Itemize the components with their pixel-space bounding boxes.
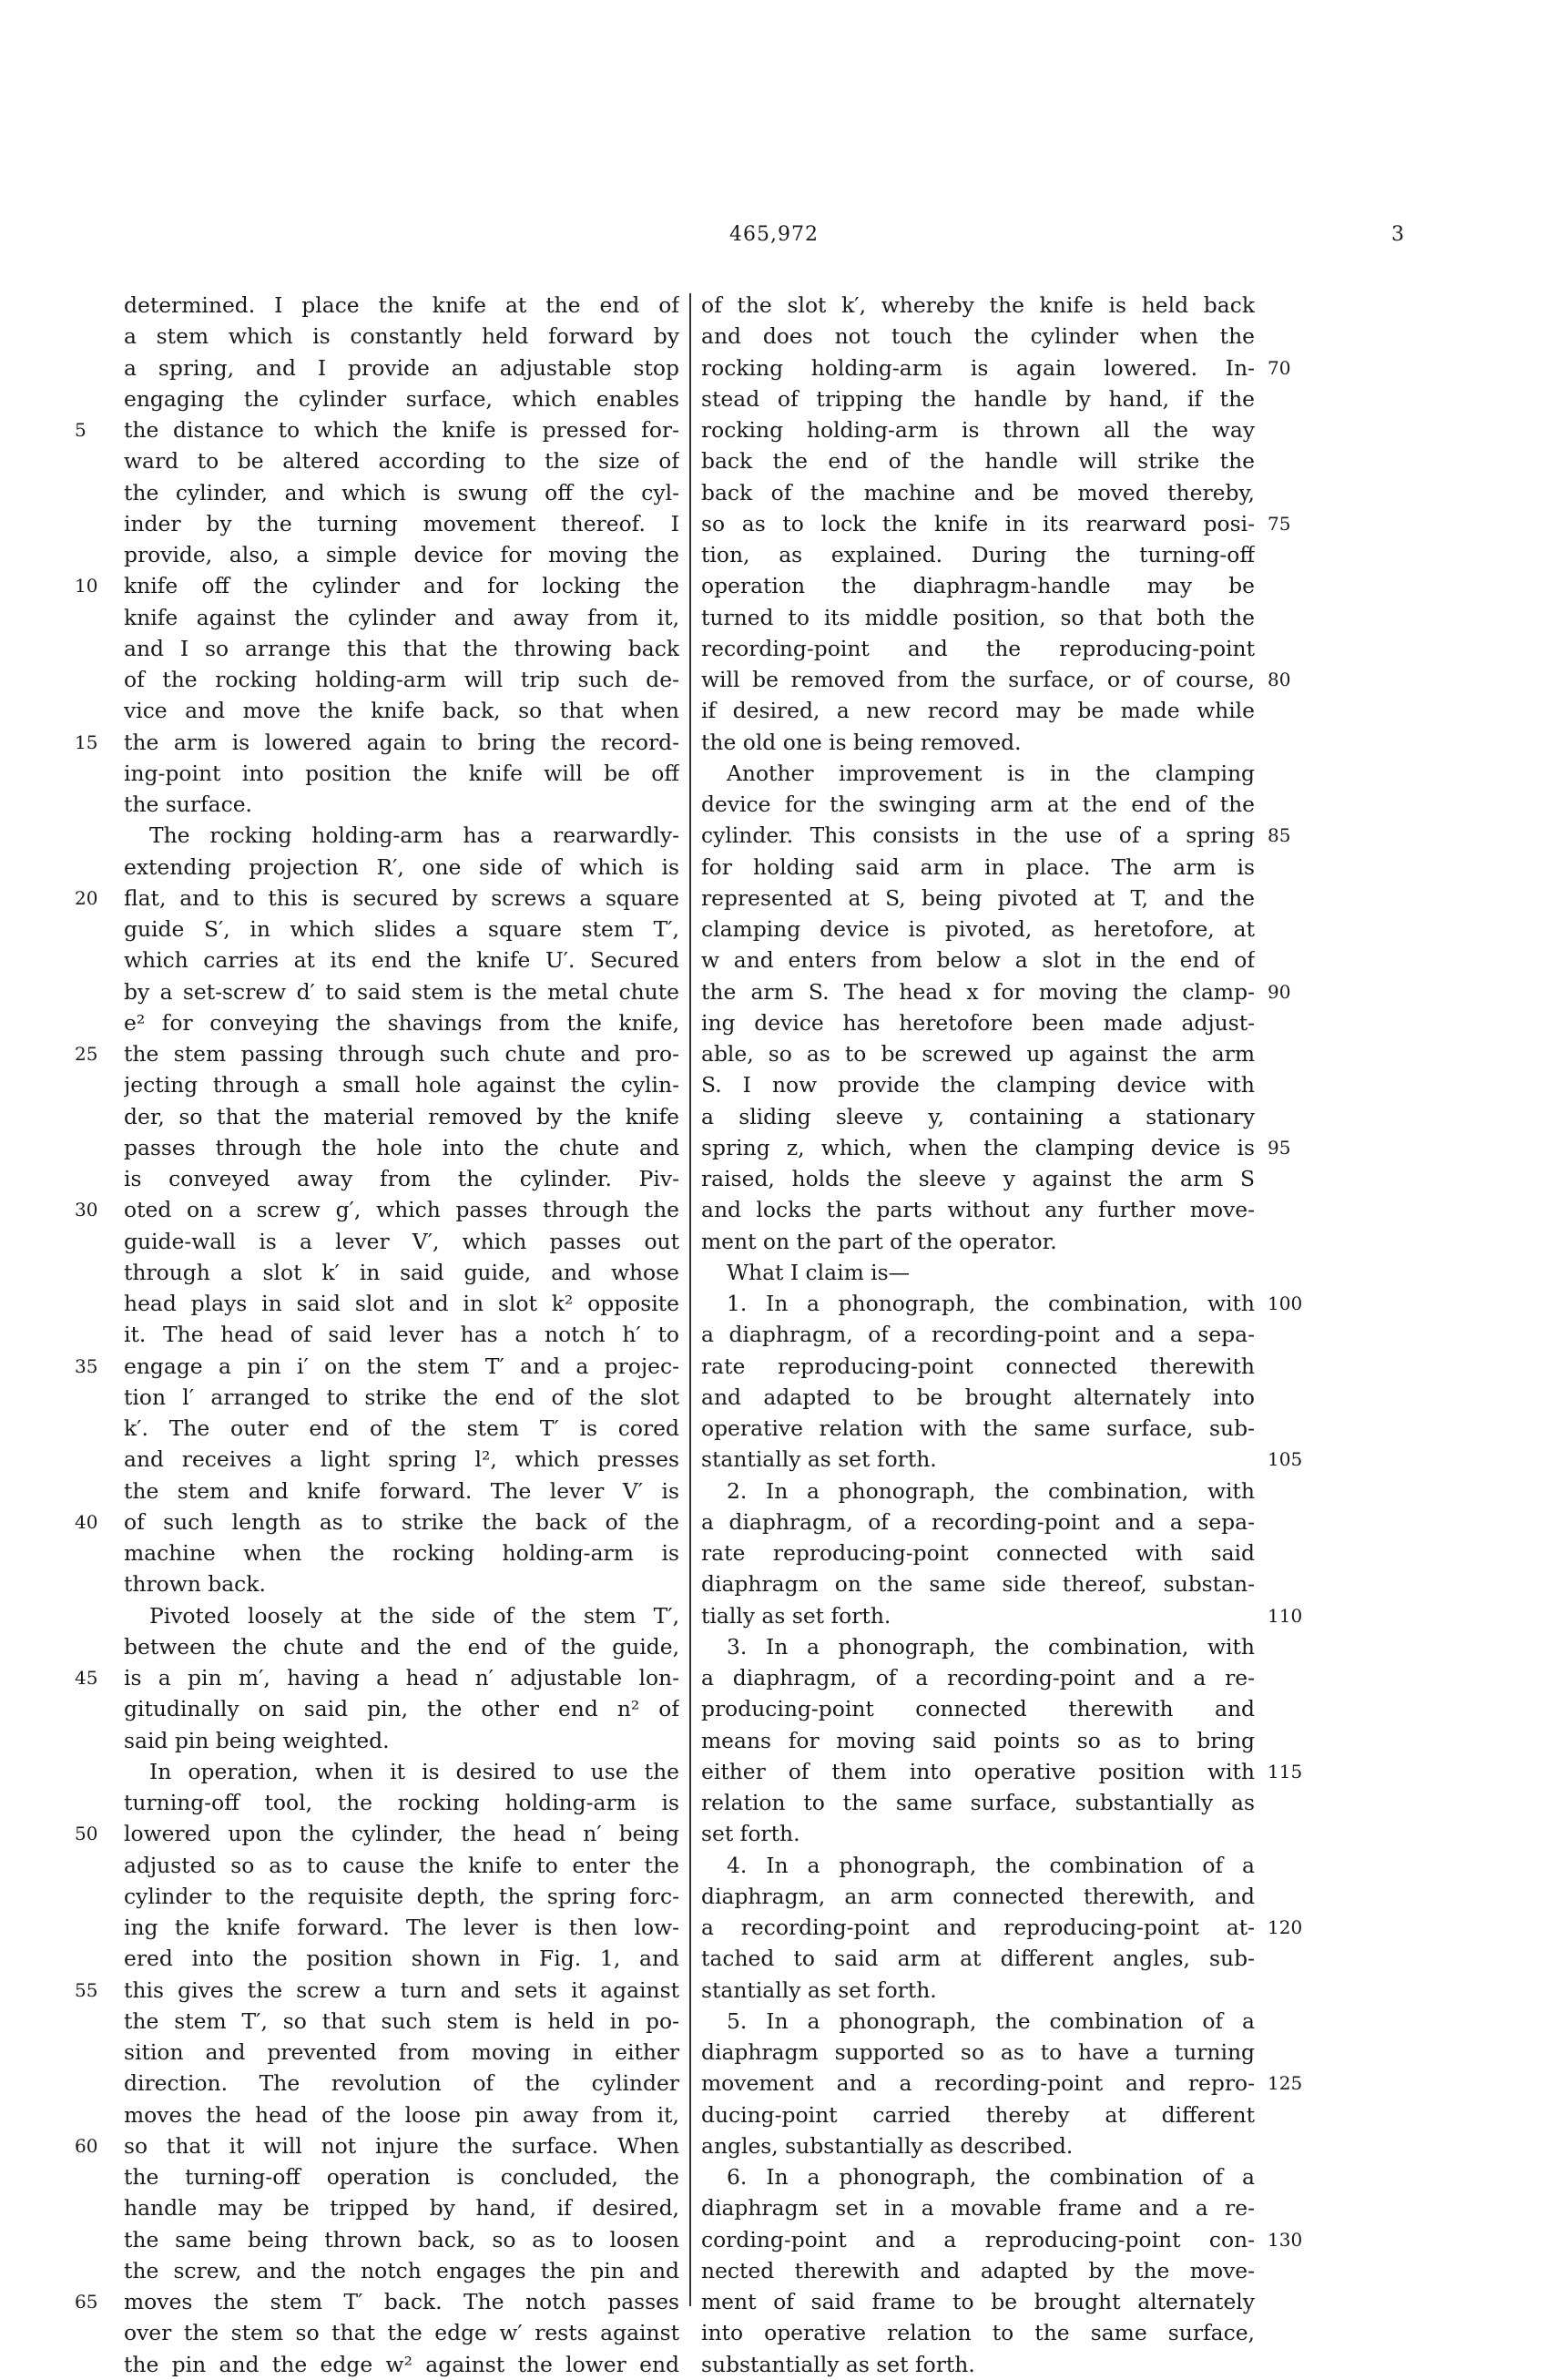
text-line: provide, also, a simple device for moving the — [124, 542, 679, 567]
text-line: a diaphragm, of a recording-point and a sepa- — [701, 1508, 1255, 1535]
text-line: the turning-off operation is concluded, the — [124, 2164, 679, 2190]
text-line: Another improvement is in the clamping — [727, 760, 1255, 786]
text-line: sition and prevented from moving in either — [124, 2039, 679, 2065]
text-line: direction. The revolution of the cylinder — [124, 2070, 679, 2097]
text-line: ing device has heretofore been made adjust- — [701, 1009, 1255, 1036]
text-line: the stem and knife forward. The lever V′ is — [124, 1477, 679, 1504]
text-line: diaphragm on the same side thereof, substan- — [701, 1571, 1255, 1598]
line-number: 55 — [75, 1978, 98, 2001]
text-line: 6. In a phonograph, the combination of a — [727, 2164, 1255, 2190]
text-line: passes through the hole into the chute and — [124, 1134, 679, 1160]
text-line: 4. In a phonograph, the combination of a — [727, 1852, 1255, 1878]
text-line: ing-point into position the knife will be off — [124, 760, 679, 786]
text-line: head plays in said slot and in slot k² opposite — [124, 1291, 679, 1316]
line-number: 90 — [1268, 980, 1291, 1003]
text-line: rocking holding-arm is thrown all the way — [701, 417, 1255, 443]
text-line: stantially as set forth. — [701, 1977, 937, 2003]
text-line: back the end of the handle will strike the — [701, 448, 1255, 475]
text-line: moves the head of the loose pin away from it, — [124, 2101, 679, 2128]
text-line: able, so as to be screwed up against the arm — [701, 1041, 1255, 1067]
text-line: which carries at its end the knife U′. Secured — [124, 947, 679, 974]
text-line: producing-point connected therewith and — [701, 1696, 1255, 1722]
column-divider — [689, 293, 691, 2306]
text-line: a diaphragm, of a recording-point and a sepa- — [701, 1322, 1255, 1348]
text-line: the stem T′, so that such stem is held in po- — [124, 2007, 679, 2034]
line-number: 85 — [1268, 824, 1291, 847]
text-line: it. The head of said lever has a notch h′ to — [124, 1322, 679, 1348]
text-line: a diaphragm, of a recording-point and a re- — [701, 1665, 1255, 1691]
text-line: a spring, and I provide an adjustable stop — [124, 354, 679, 381]
text-line: if desired, a new record may be made while — [701, 698, 1255, 724]
text-line: In operation, when it is desired to use the — [149, 1758, 679, 1784]
text-line: rate reproducing-point connected therewith — [701, 1353, 1255, 1379]
text-line: of the slot k′, whereby the knife is held back — [701, 292, 1255, 318]
text-line: back of the machine and be moved thereby, — [701, 479, 1255, 506]
text-line: 3. In a phonograph, the combination, with — [727, 1633, 1255, 1660]
text-line: turned to its middle position, so that both the — [701, 604, 1255, 630]
text-line: through a slot k′ in said guide, and whose — [124, 1259, 679, 1285]
right-text-column — [701, 290, 1255, 2380]
line-number: 80 — [1268, 669, 1291, 690]
text-line: tached to said arm at different angles, sub- — [701, 1946, 1255, 1972]
text-line: set forth. — [701, 1821, 800, 1847]
text-line: the screw, and the notch engages the pin and — [124, 2257, 679, 2283]
text-line: operative relation with the same surface, sub- — [701, 1415, 1255, 1441]
text-line: ducing-point carried thereby at different — [701, 2101, 1255, 2128]
line-number: 125 — [1268, 2072, 1303, 2095]
text-line: lowered upon the cylinder, the head n′ being — [124, 1821, 679, 1847]
text-line: stantially as set forth. — [701, 1446, 937, 1473]
left-text-column — [124, 290, 679, 2380]
text-line: vice and move the knife back, so that when — [124, 698, 679, 724]
text-line: adjusted so as to cause the knife to enter the — [124, 1852, 679, 1878]
line-number: 30 — [75, 1199, 98, 1221]
text-line: the surface. — [124, 792, 252, 817]
text-line: guide S′, in which slides a square stem T′, — [124, 916, 679, 942]
line-number: 110 — [1268, 1604, 1303, 1627]
patent-number: 465,972 — [729, 223, 819, 246]
text-line: gitudinally on said pin, the other end n² of — [124, 1696, 679, 1722]
text-line: ment on the part of the operator. — [701, 1228, 1057, 1254]
text-line: turning-off tool, the rocking holding-arm is — [124, 1790, 679, 1815]
text-line: Pivoted loosely at the side of the stem T′, — [149, 1602, 679, 1629]
text-line: k′. The outer end of the stem T′ is cored — [124, 1415, 679, 1441]
text-line: tially as set forth. — [701, 1602, 891, 1629]
text-line: oted on a screw g′, which passes through the — [124, 1197, 679, 1223]
text-line: a recording-point and reproducing-point at- — [701, 1915, 1255, 1940]
text-line: ing the knife forward. The lever is then low- — [124, 1915, 679, 1940]
text-line: flat, and to this is secured by screws a square — [124, 884, 679, 911]
text-line: diaphragm supported so as to have a turning — [701, 2039, 1255, 2065]
text-line: by a set-screw d′ to said stem is the metal chute — [124, 978, 679, 1005]
text-line: a stem which is constantly held forward by — [124, 323, 679, 350]
text-line: so that it will not injure the surface. When — [124, 2132, 679, 2159]
text-line: angles, substantially as described. — [701, 2132, 1074, 2159]
text-line: tion, as explained. During the turning-off — [701, 542, 1255, 567]
line-number: 95 — [1268, 1136, 1291, 1159]
text-line: cylinder. This consists in the use of a spring — [701, 822, 1255, 849]
text-line: and adapted to be brought alternately into — [701, 1384, 1255, 1410]
text-line: of the rocking holding-arm will trip such de- — [124, 667, 679, 692]
line-number: 45 — [75, 1667, 98, 1689]
text-line: knife against the cylinder and away from it, — [124, 604, 679, 630]
text-line: and does not touch the cylinder when the — [701, 323, 1255, 350]
line-number: 75 — [1268, 512, 1291, 535]
text-line: e² for conveying the shavings from the knife, — [124, 1009, 679, 1036]
text-line: substantially as set forth. — [701, 2351, 975, 2377]
text-line: ered into the position shown in Fig. 1, and — [124, 1946, 679, 1972]
line-number: 120 — [1268, 1916, 1303, 1938]
text-line: relation to the same surface, substantially as — [701, 1790, 1255, 1815]
text-line: engaging the cylinder surface, which enables — [124, 385, 679, 412]
text-line: the distance to which the knife is pressed for- — [124, 417, 679, 443]
text-line: will be removed from the surface, or of course, — [701, 667, 1255, 692]
text-line: der, so that the material removed by the knife — [124, 1103, 679, 1129]
text-line: the stem passing through such chute and pro- — [124, 1041, 679, 1067]
text-line: 1. In a phonograph, the combination, with — [727, 1291, 1255, 1316]
page-number: 3 — [1391, 223, 1404, 246]
text-line: said pin being weighted. — [124, 1727, 390, 1753]
text-line: for holding said arm in place. The arm is — [701, 853, 1255, 880]
text-line: into operative relation to the same surface, — [701, 2320, 1255, 2346]
text-line: and I so arrange this that the throwing back — [124, 635, 679, 661]
text-line: S. I now provide the clamping device with — [701, 1072, 1255, 1098]
text-line: cording-point and a reproducing-point con- — [701, 2226, 1255, 2252]
line-number: 115 — [1268, 1760, 1303, 1782]
text-line: device for the swinging arm at the end of the — [701, 792, 1255, 817]
text-line: tion l′ arranged to strike the end of the slot — [124, 1384, 679, 1410]
text-line: ward to be altered according to the size of — [124, 448, 679, 475]
text-line: the old one is being removed. — [701, 729, 1022, 755]
text-line: over the stem so that the edge w′ rests against — [124, 2320, 679, 2346]
text-line: the cylinder, and which is swung off the cyl- — [124, 479, 679, 506]
text-line: w and enters from below a slot in the end of — [701, 947, 1255, 974]
text-line: knife off the cylinder and for locking the — [124, 573, 679, 599]
line-number: 10 — [75, 575, 98, 598]
text-line: a sliding sleeve y, containing a stationary — [701, 1103, 1255, 1129]
text-line: thrown back. — [124, 1571, 266, 1598]
line-number: 50 — [75, 1823, 98, 1845]
text-line: 5. In a phonograph, the combination of a — [727, 2007, 1255, 2034]
text-line: guide-wall is a lever V′, which passes out — [124, 1228, 679, 1254]
text-line: rate reproducing-point connected with said — [701, 1540, 1255, 1566]
line-number: 40 — [75, 1510, 98, 1533]
text-line: raised, holds the sleeve y against the arm S — [701, 1166, 1255, 1191]
text-line: the same being thrown back, so as to loosen — [124, 2226, 679, 2252]
line-number: 35 — [75, 1354, 98, 1377]
text-line: the arm S. The head x for moving the clamp- — [701, 978, 1255, 1005]
text-line: spring z, which, when the clamping device is — [701, 1134, 1255, 1160]
text-line: diaphragm, an arm connected therewith, and — [701, 1883, 1255, 1909]
text-line: movement and a recording-point and repro- — [701, 2070, 1255, 2097]
text-line: nected therewith and adapted by the move- — [701, 2257, 1255, 2283]
text-line: operation the diaphragm-handle may be — [701, 573, 1255, 599]
line-number: 105 — [1268, 1448, 1303, 1471]
text-line: is conveyed away from the cylinder. Piv- — [124, 1166, 679, 1191]
line-number: 100 — [1268, 1292, 1303, 1314]
text-line: determined. I place the knife at the end of — [124, 292, 679, 318]
text-line: so as to lock the knife in its rearward posi- — [701, 510, 1255, 536]
text-line: extending projection R′, one side of which is — [124, 853, 679, 880]
text-line: the pin and the edge w² against the lower end — [124, 2351, 679, 2377]
text-line: diaphragm set in a movable frame and a re- — [701, 2195, 1255, 2222]
text-line: clamping device is pivoted, as heretofore, at — [701, 916, 1255, 942]
text-line: cylinder to the requisite depth, the spring forc- — [124, 1883, 679, 1909]
text-line: and locks the parts without any further move- — [701, 1197, 1255, 1223]
text-line: between the chute and the end of the guide, — [124, 1633, 679, 1660]
text-line: the arm is lowered again to bring the record- — [124, 729, 679, 755]
line-number: 70 — [1268, 356, 1291, 379]
text-line: jecting through a small hole against the cylin- — [124, 1072, 679, 1098]
text-line: is a pin m′, having a head n′ adjustable lon- — [124, 1665, 679, 1691]
text-line: of such length as to strike the back of the — [124, 1508, 679, 1535]
text-line: 2. In a phonograph, the combination, with — [727, 1477, 1255, 1504]
text-line: means for moving said points so as to bring — [701, 1727, 1255, 1753]
text-line: recording-point and the reproducing-point — [701, 635, 1255, 661]
text-line: moves the stem T′ back. The notch passes — [124, 2289, 679, 2314]
text-line: ment of said frame to be brought alternately — [701, 2289, 1255, 2314]
text-line: this gives the screw a turn and sets it against — [124, 1977, 679, 2003]
line-number: 5 — [75, 419, 87, 441]
line-number: 15 — [75, 730, 98, 753]
text-line: engage a pin i′ on the stem T′ and a projec- — [124, 1353, 679, 1379]
text-line: and receives a light spring l², which presses — [124, 1446, 679, 1473]
text-line: rocking holding-arm is again lowered. In- — [701, 354, 1255, 381]
text-line: inder by the turning movement thereof. I — [124, 510, 679, 536]
text-line: represented at S, being pivoted at T, and the — [701, 884, 1255, 911]
text-line: What I claim is— — [727, 1259, 911, 1285]
text-line: The rocking holding-arm has a rearwardly- — [149, 822, 679, 849]
line-number: 20 — [75, 886, 98, 909]
text-line: machine when the rocking holding-arm is — [124, 1540, 679, 1566]
line-number: 130 — [1268, 2228, 1303, 2251]
text-line: handle may be tripped by hand, if desired, — [124, 2195, 679, 2222]
line-number: 65 — [75, 2291, 98, 2313]
text-line: stead of tripping the handle by hand, if the — [701, 385, 1255, 412]
line-number: 25 — [75, 1043, 98, 1065]
text-line: either of them into operative position with — [701, 1758, 1255, 1784]
line-number: 60 — [75, 2134, 98, 2157]
